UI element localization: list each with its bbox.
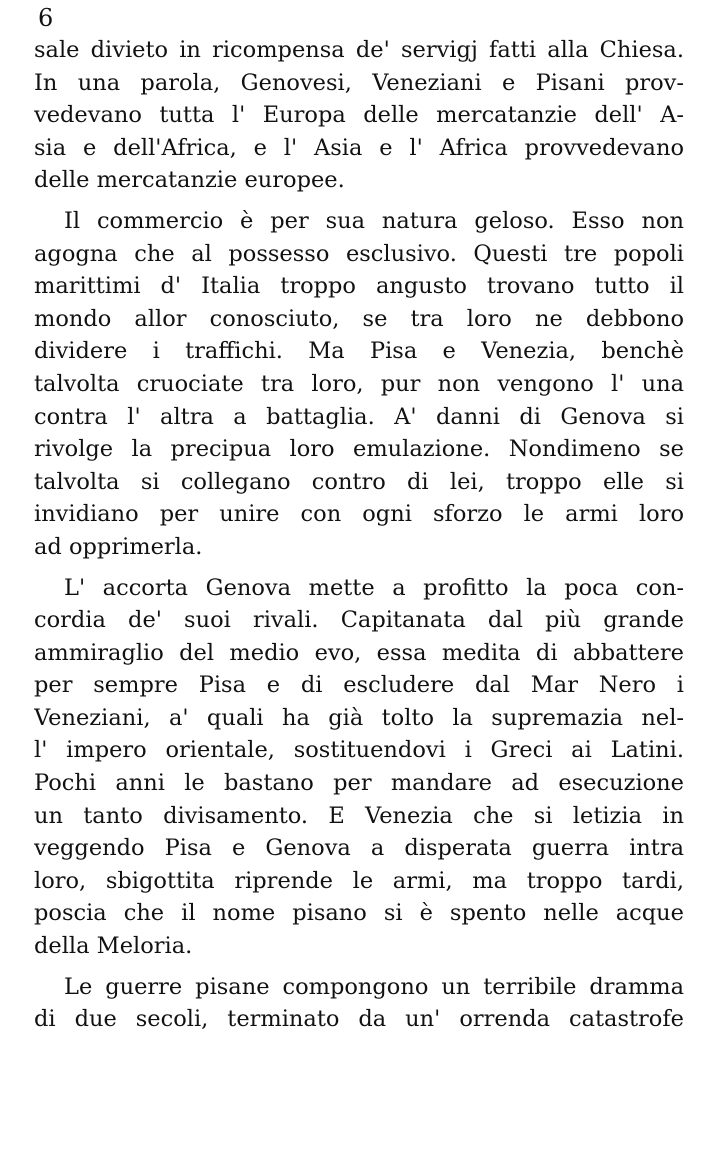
text-line: agogna che al possesso esclusivo. Questi tre popoli bbox=[34, 240, 684, 267]
text-line: vedevano tutta l' Europa delle mercatanzie dell' A- bbox=[34, 102, 684, 129]
text-line: L' accorta Genova mette a profitto la poca con- bbox=[64, 574, 684, 601]
text-line: sia e dell'Africa, e l' Asia e l' Africa provvedevano bbox=[34, 134, 684, 161]
text-line: mondo allor conosciuto, se tra loro ne debbono bbox=[34, 305, 684, 332]
text-line: Pochi anni le bastano per mandare ad esecuzione bbox=[34, 770, 684, 797]
text-line: talvolta si collegano contro di lei, troppo elle si bbox=[34, 468, 684, 495]
text-line: Le guerre pisane compongono un terribile dramma bbox=[64, 973, 684, 1000]
text-line: Veneziani, a' quali ha già tolto la supremazia nel- bbox=[34, 704, 684, 731]
text-line: contra l' altra a battaglia. A' danni di Genova si bbox=[34, 403, 684, 430]
text-line: rivolge la precipua loro emulazione. Nondimeno se bbox=[34, 436, 684, 463]
paragraph-4 bbox=[34, 971, 684, 1036]
text-line: In una parola, Genovesi, Veneziani e Pisani prov- bbox=[34, 69, 684, 96]
text-line: Il commercio è per sua natura geloso. Esso non bbox=[64, 207, 684, 234]
paragraph-3 bbox=[34, 572, 684, 963]
page-number: 6 bbox=[38, 4, 54, 32]
text-line: loro, sbigottita riprende le armi, ma troppo tardi, bbox=[34, 867, 684, 894]
text-line: delle mercatanzie europee. bbox=[34, 167, 345, 194]
text-line: invidiano per unire con ogni sforzo le armi loro bbox=[34, 501, 684, 528]
text-line: poscia che il nome pisano si è spento nelle acque bbox=[34, 900, 684, 927]
text-line: ammiraglio del medio evo, essa medita di abbattere bbox=[34, 639, 684, 666]
text-line: della Meloria. bbox=[34, 933, 193, 960]
text-line: ad opprimerla. bbox=[34, 533, 203, 560]
text-line: dividere i traffichi. Ma Pisa e Venezia, benchè bbox=[34, 338, 684, 365]
text-line: marittimi d' Italia troppo angusto trovano tutto il bbox=[34, 273, 684, 300]
text-line: un tanto divisamento. E Venezia che si letizia in bbox=[34, 802, 684, 829]
text-line: di due secoli, terminato da un' orrenda catastrofe bbox=[34, 1006, 684, 1033]
text-line: talvolta cruociate tra loro, pur non vengono l' una bbox=[34, 370, 684, 397]
body-text bbox=[34, 34, 684, 1044]
text-line: veggendo Pisa e Genova a disperata guerra intra bbox=[34, 835, 684, 862]
text-line: sale divieto in ricompensa de' servigj fatti alla Chiesa. bbox=[34, 37, 684, 63]
text-line: per sempre Pisa e di escludere dal Mar Nero i bbox=[34, 672, 684, 699]
text-line: cordia de' suoi rivali. Capitanata dal più grande bbox=[34, 607, 684, 634]
paragraph-2 bbox=[34, 205, 684, 564]
paragraph-1 bbox=[34, 34, 684, 197]
text-line: l' impero orientale, sostituendovi i Greci ai Latini. bbox=[34, 737, 684, 764]
